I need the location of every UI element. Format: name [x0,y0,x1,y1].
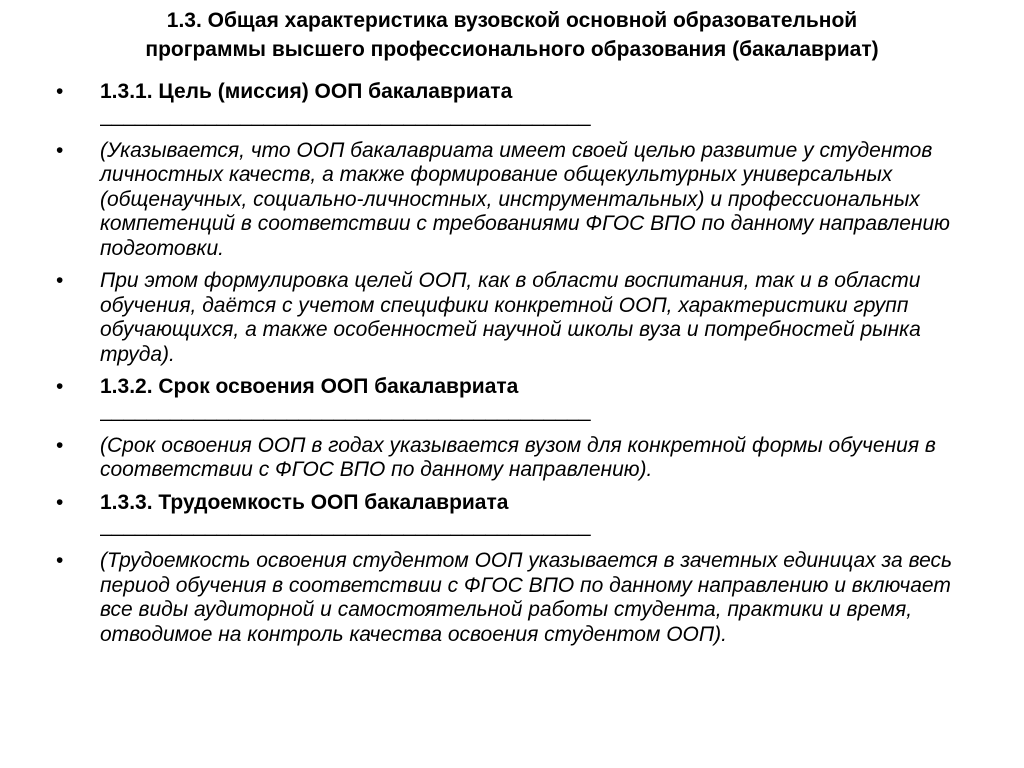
paragraph-text: При этом формулировка целей ООП, как в области воспитания, так и в области обучения, даётся с учетом специфики конкретной ООП, характеристики групп обучающихся, а также особенностей научной школы вуза и потребностей рынка труда). [100,269,921,366]
paragraph-text: (Трудоемкость освоения студентом ООП указывается в зачетных единицах за весь период обучения в соответствии с ФГОС ВПО по данному направлению и включает все виды аудиторной и самостоятельной работы студента, практики и время, отводимое на контроль качества освоения студентом ООП). [100,549,953,646]
section-heading-text: 1.3.2. Срок освоения ООП бакалавриата [100,375,519,398]
paragraph-text: (Срок освоения ООП в годах указывается вузом для конкретной формы обучения в соответствии с ФГОС ВПО по данному направлению). [100,433,936,481]
underline-rule: __________________________________________ [100,104,591,127]
slide-title-line-2: программы высшего профессионального образования (бакалавриат) [145,38,879,61]
content-bullet-list [56,80,966,655]
goal-description-paragraph [56,139,966,262]
bullet-icon: • [56,80,64,103]
section-heading-text: 1.3.1. Цель (миссия) ООП бакалавриата [100,80,513,103]
bullet-icon: • [56,549,64,572]
bullet-icon: • [56,269,64,292]
bullet-icon: • [56,490,64,514]
workload-description-paragraph [56,549,966,647]
underline-rule: __________________________________________ [100,399,591,422]
paragraph-text: (Указывается, что ООП бакалавриата имеет своей целью развитие у студентов личностных качеств, а также формирование общекультурных универсальных (общенаучных, социально-личностных, инструментальных) и профессиональных компетенций в соответствии с требованиями ФГОС ВПО по данному направлению подготовки. [100,138,950,260]
bullet-icon: • [56,138,64,162]
underline-rule: __________________________________________ [100,515,591,537]
section-heading-text: 1.3.3. Трудоемкость ООП бакалавриата [100,490,509,514]
bullet-icon: • [56,433,64,457]
goal-formulation-paragraph [56,269,966,367]
duration-description-paragraph [56,434,966,483]
section-heading-workload [56,491,966,542]
section-heading-goal [56,80,966,131]
section-heading-duration [56,375,966,426]
slide-title-line-1: 1.3. Общая характеристика вузовской основной образовательной [166,9,858,32]
slide-title [20,6,1004,64]
bullet-icon: • [56,375,64,398]
